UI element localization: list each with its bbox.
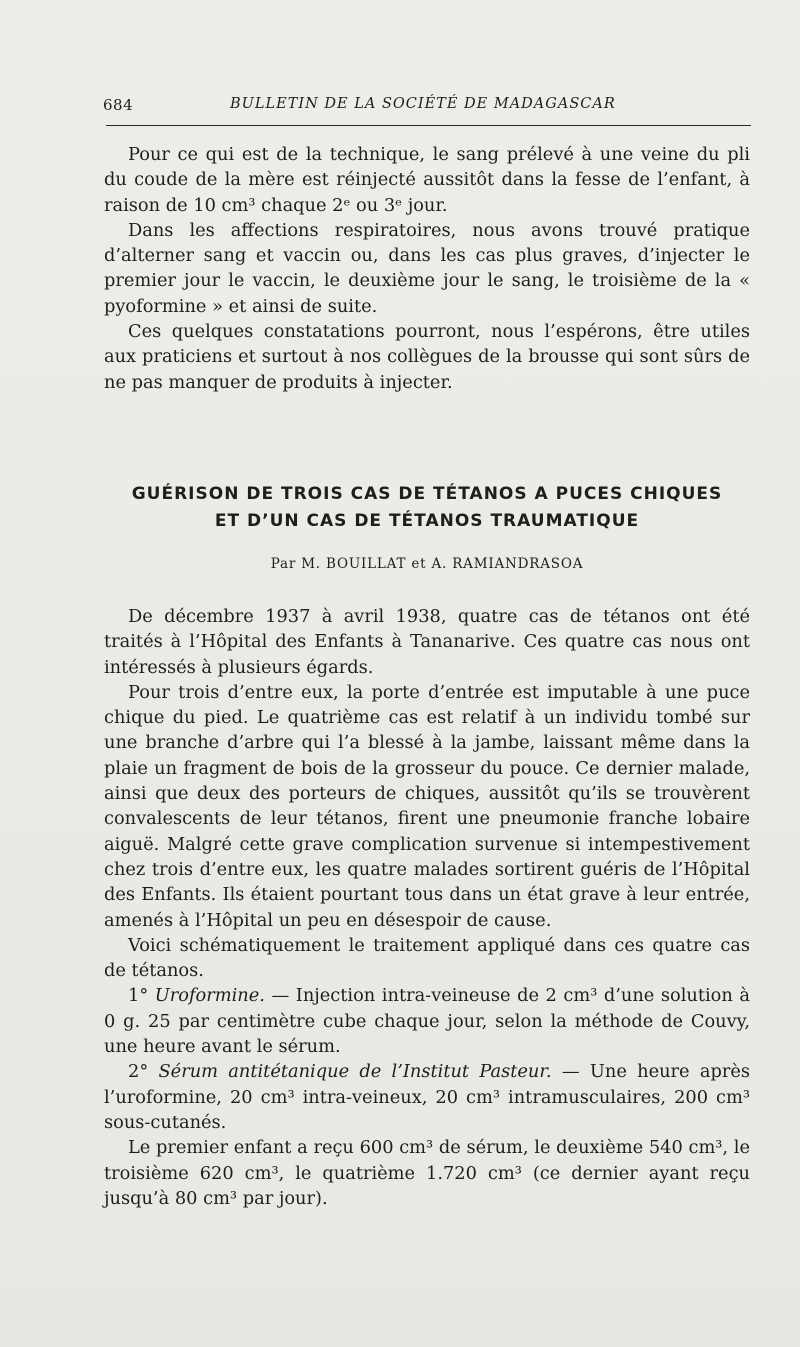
paragraph: Voici schématiquement le traitement appliqué dans ces quatre cas de tétanos.: [104, 934, 750, 982]
item-label: Sérum antitétanique de l’Institut Pasteur.: [158, 1061, 552, 1083]
header-rule: [106, 125, 751, 126]
page-number: 684: [103, 96, 134, 114]
treatment-item: [104, 1059, 750, 1135]
paragraph: De décembre 1937 à avril 1938, quatre cas de tétanos ont été traités à l’Hôpital des Enfants à Tananarive. Ces quatre cas nous ont intéressés à plusieurs égards.: [104, 606, 750, 678]
page-header: [103, 94, 753, 118]
paragraph: Ces quelques constatations pourront, nous l’espérons, être utiles aux praticiens et surtout à nos collègues de la brousse qui sont sûrs de ne pas manquer de produits à injecter.: [104, 321, 750, 393]
paragraph: Pour ce qui est de la technique, le sang prélevé à une veine du pli du coude de la mère est réinjecté aussitôt dans la fesse de l’enfant, à raison de 10 cm³ chaque 2ᵉ ou 3ᵉ jour.: [104, 144, 750, 216]
item-number: 1°: [128, 985, 149, 1007]
running-title: BULLETIN DE LA SOCIÉTÉ DE MADAGASCAR: [230, 96, 616, 112]
article-title: [104, 481, 750, 535]
item-text: — Une heure après l’uroformine, 20 cm³ intra-veineux, 20 cm³ intramusculaires, 200 cm³ sous-cutanés.: [104, 1061, 750, 1133]
paragraph: Dans les affections respiratoires, nous avons trouvé pratique d’alterner sang et vaccin ou, dans les cas plus graves, d’injecter le premier jour le vaccin, le deuxième jour le sang, le troisième de la « pyoformine » et ainsi de suite.: [104, 219, 750, 317]
item-text: — Injection intra-veineuse de 2 cm³ d’une solution à 0 g. 25 par centimètre cube chaque jour, selon la méthode de Couvy, une heure avant le sérum.: [104, 985, 750, 1058]
article-title-line: ET D’UN CAS DE TÉTANOS TRAUMATIQUE: [214, 511, 640, 531]
paragraph: Le premier enfant a reçu 600 cm³ de sérum, le deuxième 540 cm³, le troisième 620 cm³, le quatrième 1.720 cm³ (ce dernier ayant reçu jusqu’à 80 cm³ par jour).: [104, 1137, 750, 1209]
article-byline: Par M. BOUILLAT et A. RAMIANDRASOA: [270, 556, 584, 572]
item-number: 2°: [128, 1061, 149, 1083]
previous-article-conclusion: [104, 142, 750, 395]
article-body: [104, 604, 750, 1211]
treatment-item: [104, 983, 750, 1059]
article-title-line: GUÉRISON DE TROIS CAS DE TÉTANOS A PUCES CHIQUES: [131, 484, 723, 504]
item-label: Uroformine.: [154, 985, 265, 1007]
paragraph: Pour trois d’entre eux, la porte d’entrée est imputable à une puce chique du pied. Le quatrième cas est relatif à un individu tombé sur une branche d’arbre qui l’a blessé à la jambe, laissant même dans la plaie un fragment de bois de la grosseur du pouce. Ce dernier malade, ainsi que deux des porteurs de chiques, aussitôt qu’ils se trouvèrent convalescents de leur tétanos, firent une pneumonie franche lobaire aiguë. Malgré cette grave complication survenue si intempestivement chez trois d’entre eux, les quatre malades sortirent guéris de l’Hôpital des Enfants. Ils étaient pourtant tous dans un état grave à leur entrée, amenés à l’Hôpital un peu en désespoir de cause.: [104, 681, 750, 931]
